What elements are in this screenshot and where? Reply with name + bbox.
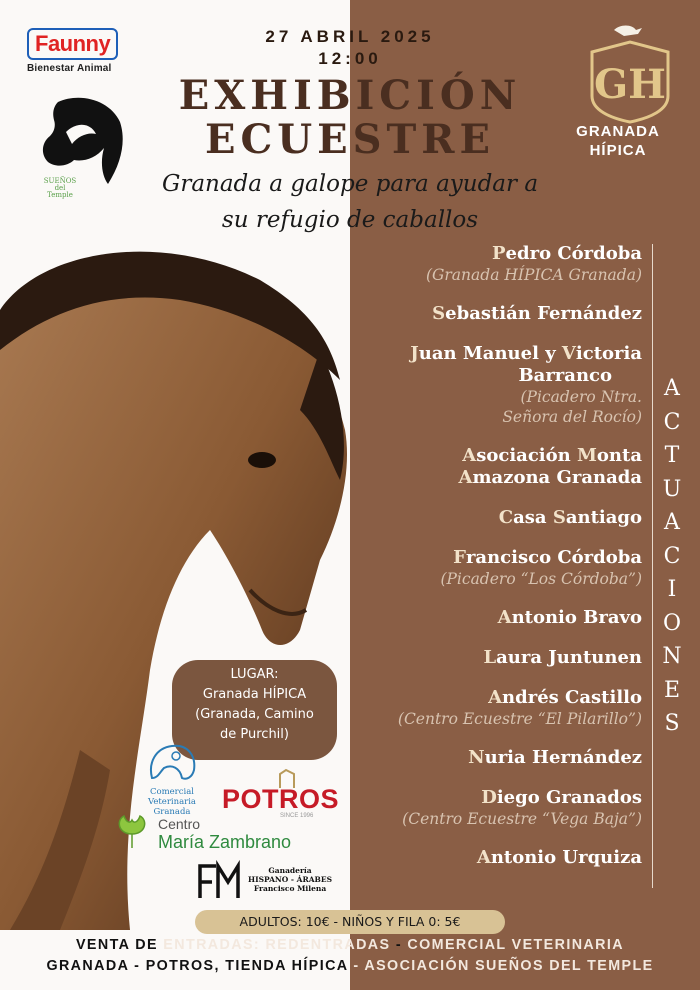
act-initial: C: [498, 507, 514, 528]
ticket-sales-info: [12, 935, 688, 977]
actuaciones-letter: U: [662, 476, 682, 502]
actuaciones-vertical-label: [656, 372, 688, 741]
ganaderia-line2: HISPANO - ÁRABES: [248, 875, 332, 884]
act-initial: V: [561, 343, 576, 364]
ticket-prices: ADULTOS: 10€ - NIÑOS Y FILA 0: 5€: [195, 910, 505, 934]
venta-point: REDENTRADAS: [265, 937, 391, 953]
venta-point: GRANADA: [46, 958, 129, 974]
act-initial: M: [576, 445, 597, 466]
leaf-icon: [112, 812, 152, 852]
actuaciones-letter: S: [664, 711, 680, 736]
act-name: aura Juntunen: [496, 647, 642, 668]
ganaderia-text: [244, 866, 336, 893]
gh-name-line2: HÍPICA: [589, 142, 647, 159]
list-item: [360, 507, 642, 529]
act-name: antiago: [565, 507, 642, 528]
act-initial: J: [410, 343, 419, 364]
act-initial: S: [552, 507, 566, 528]
actuaciones-letter: C: [663, 409, 681, 435]
event-date: 27 ABRIL 2025: [265, 27, 435, 46]
act-name: sociación: [476, 445, 577, 466]
faunny-wordmark: Faunny: [27, 28, 118, 60]
act-place: (Centro Ecuestre “Vega Baja”): [402, 810, 642, 828]
event-time: 12:00: [318, 49, 382, 68]
granada-hipica-logo: [580, 18, 680, 128]
potros-since: SINCE 1996: [280, 813, 314, 819]
potros-wordmark: POTROS: [222, 784, 340, 814]
venue-line4: de Purchil): [220, 727, 289, 742]
list-item: [360, 787, 642, 829]
act-initial: A: [476, 847, 491, 868]
act-initial: P: [492, 243, 506, 264]
act-place: (Picadero “Los Córdoba”): [440, 570, 642, 588]
act-name: uan Manuel y: [418, 343, 562, 364]
act-initial: D: [481, 787, 497, 808]
venta-separator: -: [395, 937, 403, 953]
title-line1: EXHIBICIÓN: [178, 72, 522, 119]
act-name: rancisco Córdoba: [465, 547, 642, 568]
act-initial: L: [483, 647, 497, 668]
maria-line2: María Zambrano: [158, 832, 292, 852]
divider-line: [652, 244, 653, 888]
act-initial: F: [453, 547, 466, 568]
act-name: asa: [513, 507, 553, 528]
venta-point: ASOCIACIÓN SUEÑOS DEL TEMPLE: [364, 958, 654, 974]
list-item: [360, 243, 642, 285]
venue-line3: (Granada, Camino: [195, 707, 314, 722]
suenos-line3: Temple: [47, 191, 73, 199]
act-initial: A: [458, 467, 473, 488]
venta-point: COMERCIAL VETERINARIA: [407, 937, 624, 953]
act-initial: A: [497, 607, 512, 628]
list-item: [360, 607, 642, 629]
faunny-logo: [27, 28, 135, 74]
actuaciones-letter: N: [662, 644, 682, 669]
act-name: ndrés Castillo: [502, 687, 642, 708]
act-initial: A: [488, 687, 503, 708]
venta-point: POTROS, TIENDA HÍPICA: [145, 958, 348, 974]
venue-line1: LUGAR:: [230, 667, 279, 682]
act-name: ebastián Fernández: [445, 303, 642, 324]
list-item: [360, 445, 642, 489]
actuaciones-letter: E: [663, 677, 681, 703]
ganaderia-line3: Francisco Milena: [253, 884, 327, 893]
act-name: edro Córdoba: [505, 243, 642, 264]
act-name: ntonio Urquiza: [490, 847, 642, 868]
list-item: [360, 847, 642, 869]
acts-list: [360, 243, 642, 887]
page-title: [120, 74, 580, 162]
suenos-line2: del: [54, 184, 66, 192]
venta-separator: -: [134, 958, 141, 974]
actuaciones-letter: I: [667, 577, 677, 602]
act-initial: S: [432, 303, 446, 324]
suenos-line1: SUEÑOS: [43, 177, 77, 185]
act-name: onta: [596, 445, 642, 466]
act-place: (Picadero Ntra.: [520, 388, 642, 406]
actuaciones-letter: O: [662, 610, 682, 636]
vet-line1: Comercial Veterinaria: [147, 787, 196, 807]
venta-separator: -: [353, 958, 360, 974]
act-name: uria Hernández: [484, 747, 642, 768]
gh-name-line1: GRANADA: [576, 123, 660, 140]
list-item: [360, 303, 642, 325]
centro-maria-zambrano-logo: [112, 812, 292, 857]
gh-monogram: GH: [594, 61, 666, 108]
act-name: ictoria: [575, 343, 642, 364]
list-item: [360, 547, 642, 589]
list-item: [360, 687, 642, 729]
page-subtitle: [110, 166, 590, 238]
list-item: [360, 647, 642, 669]
granada-hipica-name: [548, 122, 688, 160]
venue-line2: Granada HÍPICA: [202, 687, 307, 702]
act-place-line2: Señora del Rocío): [502, 408, 642, 426]
actuaciones-letter: A: [664, 376, 680, 401]
act-name-line2: mazona Granada: [472, 467, 642, 488]
maria-line1: Centro: [158, 816, 201, 832]
act-initial: A: [462, 445, 477, 466]
act-place: (Centro Ecuestre “El Pilarillo”): [397, 710, 642, 728]
subtitle-line1: Granada a galope para ayudar a: [161, 171, 539, 197]
event-datetime: [200, 26, 500, 70]
actuaciones-letter: T: [664, 443, 680, 468]
actuaciones-letter: C: [663, 543, 681, 569]
actuaciones-letter: A: [664, 510, 680, 535]
act-initial: N: [468, 747, 485, 768]
ganaderia-line1: Ganadería: [268, 866, 312, 875]
gh-shield-icon: [580, 18, 680, 128]
act-name: iego Granados: [496, 787, 642, 808]
list-item: [360, 343, 642, 427]
faunny-tagline: Bienestar Animal: [27, 63, 112, 74]
vet-line2: Granada: [153, 807, 191, 817]
act-name: ntonio Bravo: [511, 607, 642, 628]
subtitle-line2: su refugio de caballos: [221, 207, 479, 233]
act-name-line2: Barranco: [518, 365, 612, 386]
ganaderia-logo: [196, 858, 346, 906]
venta-label2: ENTRADAS:: [163, 937, 261, 953]
dog-cat-icon: [132, 738, 212, 782]
comercial-veterinaria-logo: [132, 738, 212, 817]
list-item: [360, 747, 642, 769]
suenos-caption: [38, 178, 82, 199]
fm-brand-icon: [196, 858, 242, 904]
title-line2: ECUESTRE: [204, 116, 496, 163]
venta-label: VENTA DE: [76, 937, 158, 953]
act-place: (Granada HÍPICA Granada): [425, 266, 642, 284]
